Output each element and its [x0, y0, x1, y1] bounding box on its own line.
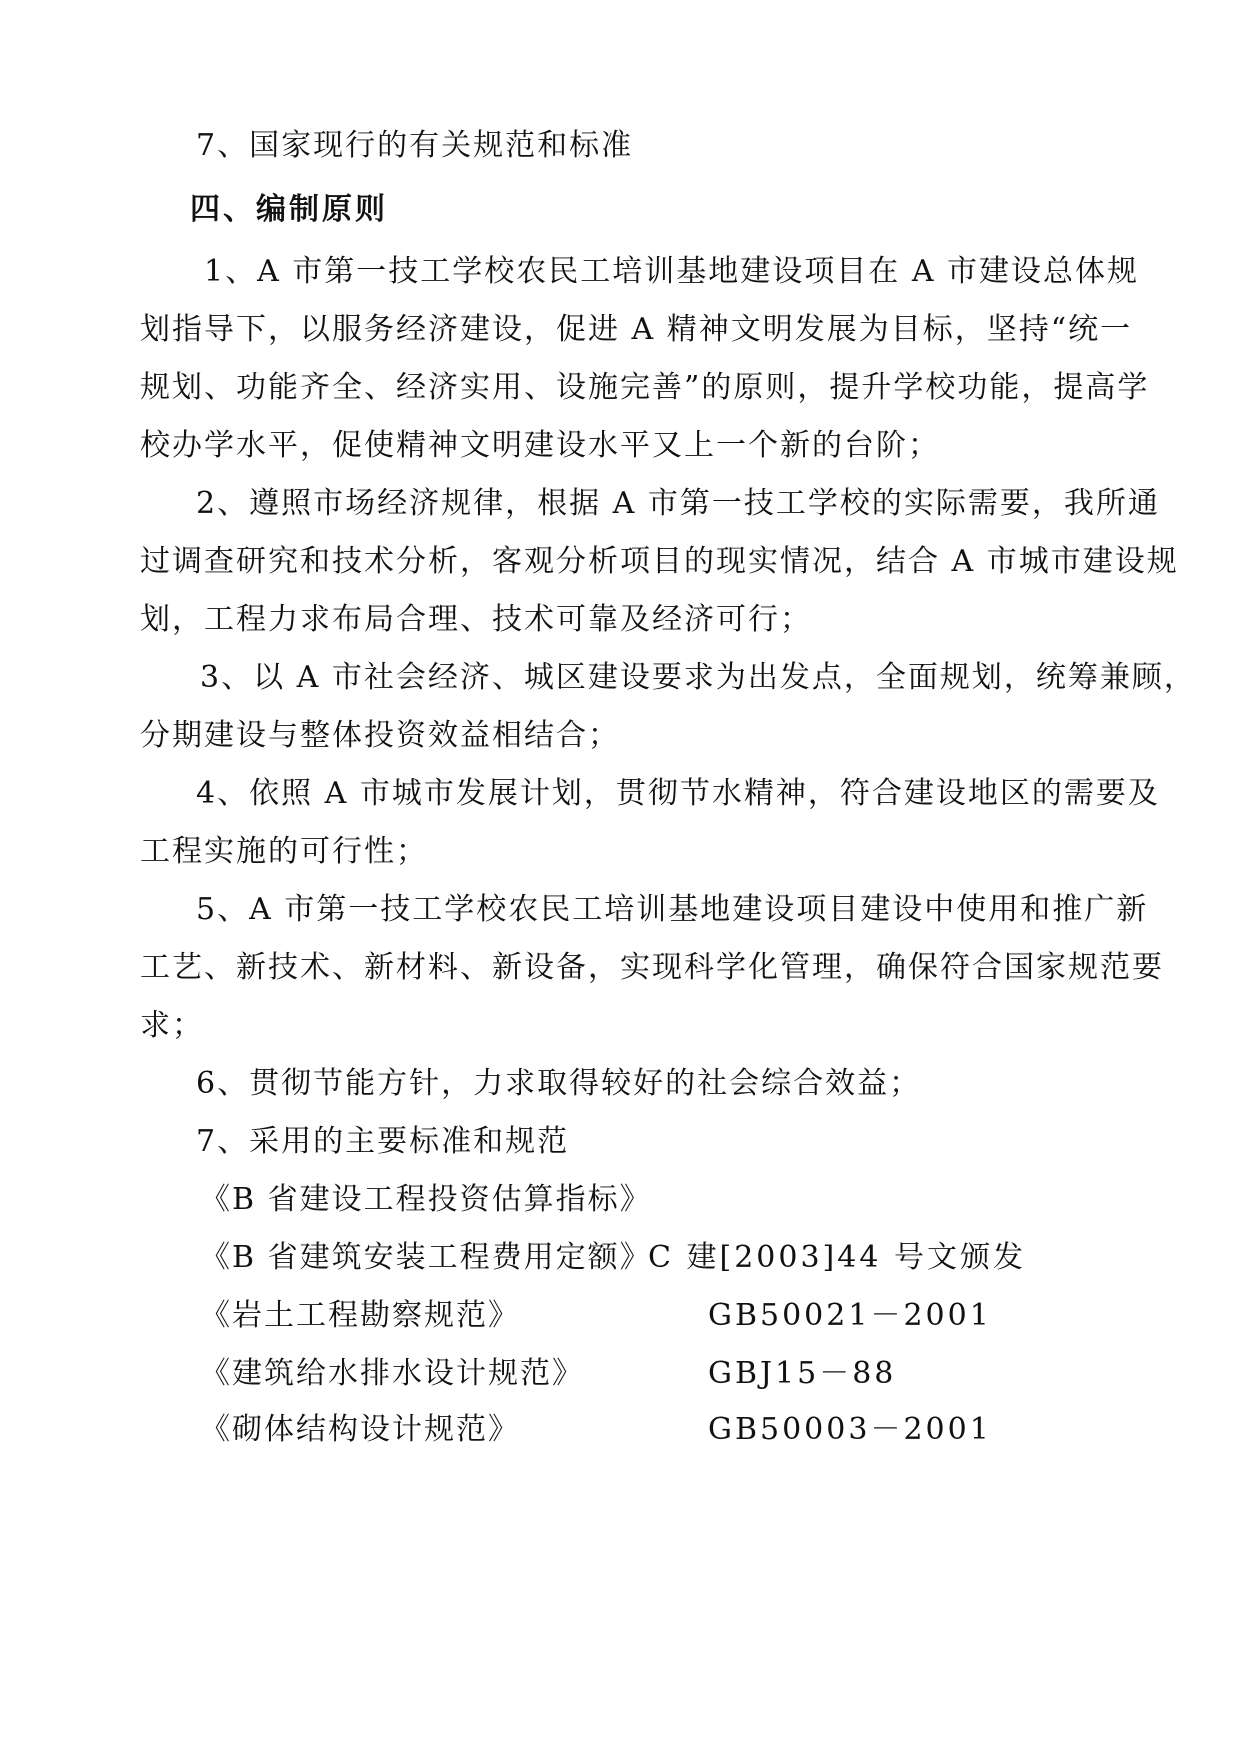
- section-heading: 四、编制原则: [190, 192, 388, 227]
- reference-code-2: C 建[2003]44 号文颁发: [648, 1240, 1026, 1275]
- principle-5-line-1: 5、A 市第一技工学校农民工培训基地建设项目建设中使用和推广新: [196, 892, 1149, 927]
- reference-code-4: GBJ15－88: [708, 1356, 897, 1391]
- principle-1-line-3: 规划、功能齐全、经济实用、设施完善”的原则，提升学校功能，提高学: [140, 370, 1150, 405]
- principle-6-line-1: 6、贯彻节能方针，力求取得较好的社会综合效益；: [196, 1066, 922, 1101]
- principle-1-line-2: 划指导下，以服务经济建设，促进 A 精神文明发展为目标，坚持“统一: [140, 312, 1133, 347]
- reference-title-3: 《岩土工程勘察规范》: [200, 1298, 520, 1333]
- principle-2-line-2: 过调查研究和技术分析，客观分析项目的现实情况，结合 A 市城市建设规: [140, 544, 1179, 579]
- reference-title-5: 《砌体结构设计规范》: [200, 1412, 520, 1447]
- principle-2-line-1: 2、遵照市场经济规律，根据 A 市第一技工学校的实际需要，我所通: [196, 486, 1160, 521]
- principle-1-line-1: 1、A 市第一技工学校农民工培训基地建设项目在 A 市建设总体规: [204, 254, 1140, 289]
- reference-title-1: 《B 省建设工程投资估算指标》: [200, 1182, 652, 1217]
- reference-title-4: 《建筑给水排水设计规范》: [200, 1356, 584, 1391]
- principle-4-line-1: 4、依照 A 市城市发展计划，贯彻节水精神，符合建设地区的需要及: [196, 776, 1160, 811]
- principle-4-line-2: 工程实施的可行性；: [140, 834, 428, 869]
- principle-5-line-2: 工艺、新技术、新材料、新设备，实现科学化管理，确保符合国家规范要: [140, 950, 1164, 985]
- item-7-standards: 7、国家现行的有关规范和标准: [196, 128, 634, 163]
- principle-3-line-2: 分期建设与整体投资效益相结合；: [140, 718, 620, 753]
- reference-code-5: GB50003－2001: [708, 1412, 992, 1447]
- principle-1-line-4: 校办学水平，促使精神文明建设水平又上一个新的台阶；: [140, 428, 940, 463]
- reference-code-3: GB50021－2001: [708, 1298, 992, 1333]
- principle-7-line-1: 7、采用的主要标准和规范: [196, 1124, 570, 1159]
- principle-3-line-1: 3、以 A 市社会经济、城区建设要求为出发点，全面规划，统筹兼顾，: [200, 660, 1196, 695]
- principle-5-line-3: 求；: [140, 1008, 204, 1043]
- reference-title-2: 《B 省建筑安装工程费用定额》: [200, 1240, 652, 1275]
- principle-2-line-3: 划，工程力求布局合理、技术可靠及经济可行；: [140, 602, 812, 637]
